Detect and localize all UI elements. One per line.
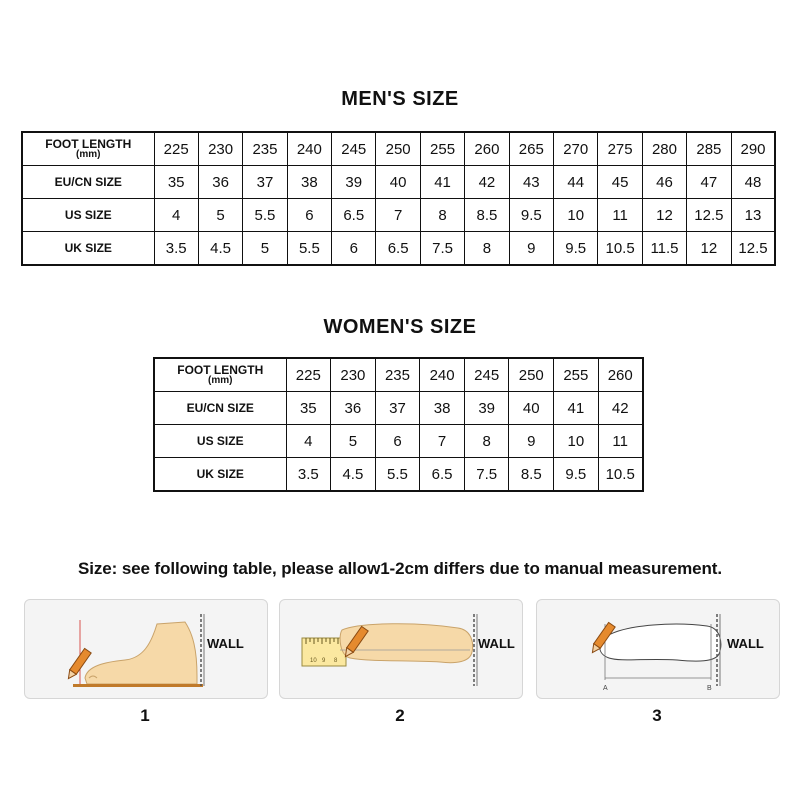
- table-cell: 5.5: [287, 232, 331, 266]
- table-cell: 8: [465, 232, 509, 266]
- table-cell: 240: [420, 358, 465, 392]
- ruler-mark-8: 8: [334, 658, 338, 664]
- table-cell: 9.5: [554, 232, 598, 266]
- table-cell: 3.5: [154, 232, 198, 266]
- table-cell: 4: [286, 425, 331, 458]
- foot-length-label: FOOT LENGTH: [45, 137, 132, 151]
- table-cell: 235: [243, 132, 287, 166]
- foot-length-unit: (mm): [208, 375, 233, 386]
- point-label-b: B: [707, 685, 712, 692]
- table-cell: 255: [554, 358, 599, 392]
- table-cell: 37: [375, 392, 420, 425]
- table-cell: 5.5: [243, 199, 287, 232]
- table-cell: 245: [464, 358, 509, 392]
- point-label-a: A: [603, 685, 608, 692]
- table-cell: 36: [198, 166, 242, 199]
- table-cell: 285: [687, 132, 731, 166]
- table-cell: 38: [420, 392, 465, 425]
- measurement-note: Size: see following table, please allow1-2cm differs due to manual measurement.: [78, 559, 722, 578]
- step-1-illustration: [24, 599, 268, 699]
- table-cell: 47: [687, 166, 731, 199]
- table-cell: 43: [509, 166, 553, 199]
- table-cell: 255: [420, 132, 464, 166]
- table-cell: 38: [287, 166, 331, 199]
- table-cell: 42: [598, 392, 643, 425]
- table-cell: 10.5: [598, 458, 643, 492]
- table-cell: 265: [509, 132, 553, 166]
- womens-size-title: WOMEN'S SIZE: [323, 316, 477, 338]
- table-cell: 8.5: [509, 458, 554, 492]
- table-cell: 260: [598, 358, 643, 392]
- table-cell: 42: [465, 166, 509, 199]
- row-label: UK SIZE: [22, 232, 154, 266]
- table-cell: 290: [731, 132, 775, 166]
- table-cell: 44: [554, 166, 598, 199]
- table-cell: 9: [509, 425, 554, 458]
- table-cell: 6: [332, 232, 376, 266]
- ruler-mark-9: 9: [322, 658, 326, 664]
- foot-length-unit: (mm): [76, 149, 101, 160]
- mens-size-table: [21, 131, 776, 266]
- table-cell: 240: [287, 132, 331, 166]
- table-cell: 7.5: [464, 458, 509, 492]
- table-cell: 270: [554, 132, 598, 166]
- table-cell: 5: [331, 425, 376, 458]
- table-cell: 235: [375, 358, 420, 392]
- table-cell: 225: [154, 132, 198, 166]
- table-cell: 4.5: [198, 232, 242, 266]
- table-cell: 41: [420, 166, 464, 199]
- table-cell: 35: [286, 392, 331, 425]
- table-cell: 10: [554, 425, 599, 458]
- table-cell: 260: [465, 132, 509, 166]
- foot-length-row: [154, 358, 643, 392]
- table-cell: 37: [243, 166, 287, 199]
- table-cell: 6.5: [420, 458, 465, 492]
- table-cell: 6: [287, 199, 331, 232]
- foot-length-label: FOOT LENGTH: [177, 363, 264, 377]
- row-label: US SIZE: [154, 425, 286, 458]
- table-cell: 45: [598, 166, 642, 199]
- step-number-2: 2: [395, 706, 405, 725]
- row-label: US SIZE: [22, 199, 154, 232]
- table-cell: 8: [420, 199, 464, 232]
- table-cell: 8.5: [465, 199, 509, 232]
- table-cell: 9.5: [509, 199, 553, 232]
- table-cell: 8: [464, 425, 509, 458]
- table-cell: 11.5: [642, 232, 686, 266]
- table-cell: 46: [642, 166, 686, 199]
- table-cell: 7.5: [420, 232, 464, 266]
- table-row: [22, 166, 775, 199]
- table-cell: 3.5: [286, 458, 331, 492]
- table-cell: 48: [731, 166, 775, 199]
- step-2-illustration: [279, 599, 523, 699]
- mens-size-title: MEN'S SIZE: [341, 88, 459, 110]
- table-cell: 6.5: [332, 199, 376, 232]
- table-row: [154, 458, 643, 492]
- step-number-1: 1: [140, 706, 150, 725]
- table-cell: 7: [420, 425, 465, 458]
- table-cell: 12.5: [731, 232, 775, 266]
- table-cell: 41: [554, 392, 599, 425]
- table-cell: 6: [375, 425, 420, 458]
- table-cell: 250: [509, 358, 554, 392]
- table-cell: 5: [198, 199, 242, 232]
- table-cell: 39: [464, 392, 509, 425]
- foot-length-row: [22, 132, 775, 166]
- table-cell: 10: [554, 199, 598, 232]
- table-cell: 280: [642, 132, 686, 166]
- womens-size-table: [153, 357, 644, 492]
- table-cell: 5.5: [375, 458, 420, 492]
- table-cell: 12.5: [687, 199, 731, 232]
- table-cell: 4.5: [331, 458, 376, 492]
- table-cell: 245: [332, 132, 376, 166]
- row-label-foot-length: [154, 358, 286, 392]
- row-label: EU/CN SIZE: [22, 166, 154, 199]
- table-cell: 40: [376, 166, 420, 199]
- table-cell: 225: [286, 358, 331, 392]
- table-row: [22, 232, 775, 266]
- table-cell: 36: [331, 392, 376, 425]
- table-cell: 11: [598, 425, 643, 458]
- step-number-3: 3: [652, 706, 662, 725]
- table-row: [154, 425, 643, 458]
- row-label-foot-length: [22, 132, 154, 166]
- table-cell: 9: [509, 232, 553, 266]
- table-cell: 39: [332, 166, 376, 199]
- table-row: [154, 392, 643, 425]
- table-cell: 10.5: [598, 232, 642, 266]
- table-cell: 40: [509, 392, 554, 425]
- table-cell: 9.5: [554, 458, 599, 492]
- table-cell: 230: [331, 358, 376, 392]
- ruler-mark-10: 10: [310, 658, 317, 664]
- table-cell: 13: [731, 199, 775, 232]
- step-3-illustration: [536, 599, 780, 699]
- table-cell: 35: [154, 166, 198, 199]
- wall-label: WALL: [207, 636, 244, 651]
- table-cell: 230: [198, 132, 242, 166]
- table-cell: 250: [376, 132, 420, 166]
- wall-label: WALL: [727, 636, 764, 651]
- table-cell: 12: [642, 199, 686, 232]
- table-cell: 7: [376, 199, 420, 232]
- table-cell: 5: [243, 232, 287, 266]
- table-cell: 6.5: [376, 232, 420, 266]
- row-label: UK SIZE: [154, 458, 286, 492]
- table-cell: 4: [154, 199, 198, 232]
- row-label: EU/CN SIZE: [154, 392, 286, 425]
- wall-label: WALL: [478, 636, 515, 651]
- table-row: [22, 199, 775, 232]
- table-cell: 12: [687, 232, 731, 266]
- table-cell: 275: [598, 132, 642, 166]
- table-cell: 11: [598, 199, 642, 232]
